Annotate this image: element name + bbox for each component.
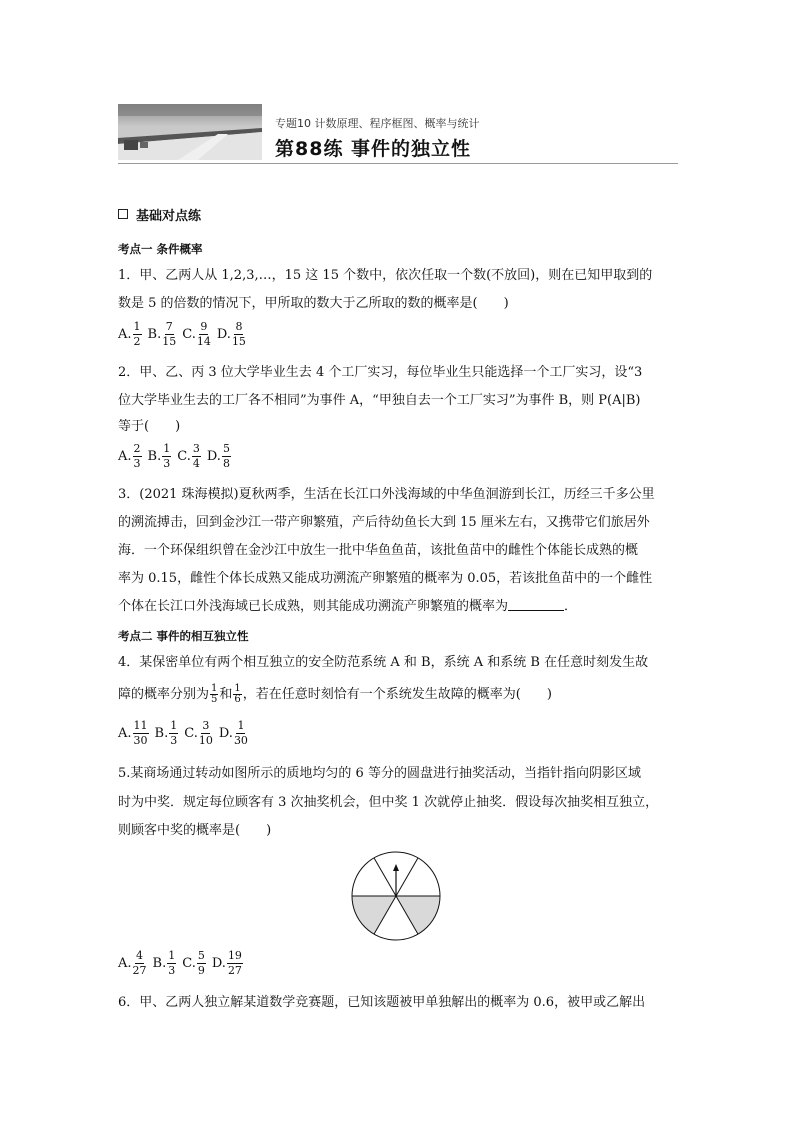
- page-title: 第88练 事件的独立性: [275, 138, 472, 160]
- q1-option-b: B. $\frac{7}{15}$: [147, 320, 177, 348]
- shaded-sector-left: [352, 896, 396, 934]
- topic-heading-1: 考点一 条件概率: [118, 242, 203, 256]
- q2-line-3: 等于( ): [118, 419, 181, 434]
- topic-heading-2: 考点二 事件的相互独立性: [118, 629, 249, 643]
- q5-option-c: C. $\frac{5}{9}$: [182, 949, 205, 977]
- q3-line-1: 3．(2021 珠海模拟)夏秋两季，生活在长江口外浅海域的中华鱼洄游到长江，历经三千多公里: [118, 487, 655, 502]
- checkbox-icon: [118, 209, 128, 219]
- q3-line-3: 海．一个环保组织曾在金沙江中放生一批中华鱼鱼苗，该批鱼苗中的雌性个体能长成熟的概: [118, 543, 639, 558]
- section-label: 基础对点练: [136, 209, 202, 224]
- q1-line-1: 1．甲、乙两人从 1,2,3,…，15 这 15 个数中，依次任取一个数(不放回)，则在已知甲取到的: [118, 268, 653, 283]
- q5-option-a: A. $\frac{4}{27}$: [118, 949, 147, 977]
- q1-option-a: A. $\frac{1}{2}$: [118, 320, 141, 348]
- q5-line-1: 5.某商场通过转动如图所示的质地均匀的 6 等分的圆盘进行抽奖活动，当指针指向阴影区域: [118, 766, 641, 781]
- q2-line-1: 2．甲、乙、丙 3 位大学毕业生去 4 个工厂实习，每位毕业生只能选择一个工厂实习，设“3: [118, 365, 643, 380]
- q2-line-2: 位大学毕业生去的工厂各不相同”为事件 A，“甲独自去一个工厂实习”为事件 B，则 P(A|B): [118, 393, 641, 408]
- q2-options: [118, 443, 237, 469]
- q4-options: [118, 720, 254, 746]
- header-divider: [118, 163, 678, 164]
- q2-option-a: A. $\frac{2}{3}$: [118, 442, 141, 470]
- q4-option-d: D. $\frac{1}{30}$: [218, 719, 248, 747]
- header-photo: [118, 104, 262, 160]
- q2-option-d: D. $\frac{5}{8}$: [206, 442, 230, 470]
- spinner-disc-figure: [348, 848, 444, 944]
- q4-line-1: 4．某保密单位有两个相互独立的安全防范系统 A 和 B，系统 A 和系统 B 在任意时刻发生故: [118, 655, 649, 670]
- q3-line-4: 率为 0.15，雌性个体长成熟又能成功溯流产卵繁殖的概率为 0.05，若该批鱼苗中的一个雌性: [118, 571, 653, 586]
- q1-option-d: D. $\frac{8}{15}$: [216, 320, 246, 348]
- q3-line-2: 的溯流搏击，回到金沙江一带产卵繁殖，产后待幼鱼长大到 15 厘米左右，又携带它们旅居外: [118, 515, 650, 530]
- q2-option-b: B. $\frac{1}{3}$: [147, 442, 171, 470]
- section-heading: [118, 205, 201, 224]
- q5-line-2: 时为中奖．规定每位顾客有 3 次抽奖机会，但中奖 1 次就停止抽奖．假设每次抽奖相互独立，: [118, 795, 659, 810]
- q5-option-b: B. $\frac{1}{3}$: [152, 949, 176, 977]
- q6-line-1: 6．甲、乙两人独立解某道数学竞赛题，已知该题被甲单独解出的概率为 0.6，被甲或乙解出: [118, 995, 646, 1010]
- chapter-subtitle: 专题10 计数原理、程序框图、概率与统计: [275, 117, 480, 130]
- q4-option-c: C. $\frac{3}{10}$: [184, 719, 213, 747]
- q5-options: [118, 950, 249, 976]
- answer-blank[interactable]: [508, 600, 564, 611]
- q5-option-d: D. $\frac{19}{27}$: [211, 949, 242, 977]
- q1-option-c: C. $\frac{9}{14}$: [182, 320, 211, 348]
- q4-option-a: A. $\frac{11}{30}$: [118, 719, 148, 747]
- q4-option-b: B. $\frac{1}{3}$: [154, 719, 178, 747]
- q5-line-3: 则顾客中奖的概率是( ): [118, 823, 272, 838]
- q4-line-2: 障的概率分别为 $\frac{1}{5}$ 和 $\frac{1}{6}$ ，若在任意时刻恰有一个系统发生故障的概率为( ): [118, 683, 552, 705]
- shaded-sector-right: [396, 896, 440, 934]
- q1-options: [118, 321, 252, 347]
- q4-fraction-2: $\frac{1}{6}$: [234, 683, 241, 705]
- q2-option-c: C. $\frac{3}{4}$: [177, 442, 200, 470]
- q4-fraction-1: $\frac{1}{5}$: [211, 683, 218, 705]
- q1-line-2: 数是 5 的倍数的情况下，甲所取的数大于乙所取的数的概率是( ): [118, 296, 509, 311]
- q3-line-5: 个体在长江口外浅海域已长成熟，则其能成功溯流产卵繁殖的概率为 ．: [118, 599, 578, 614]
